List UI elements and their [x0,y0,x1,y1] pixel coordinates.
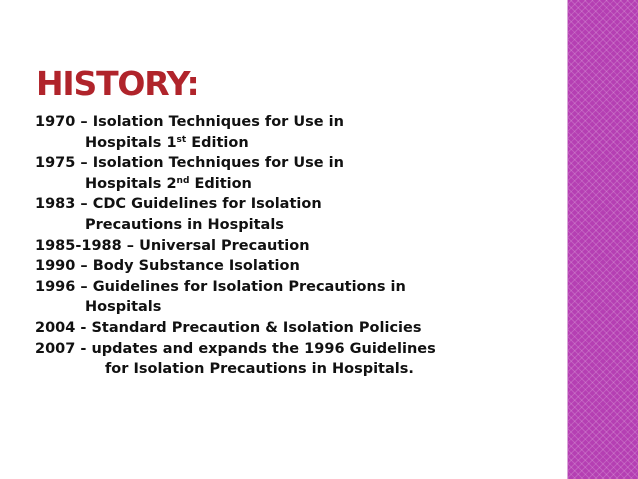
entry-text: 2004 - Standard Precaution & Isolation Policies [35,319,422,336]
history-list [35,112,555,380]
entry-continuation-text: Hospitals 1 [85,134,177,151]
entry-continuation: Precautions in Hospitals [85,216,284,233]
entry-text: 1990 – Body Substance Isolation [35,258,300,275]
entry-continuation-text: Hospitals 2 [85,175,177,192]
entry-text: 1983 – CDC Guidelines for Isolation [35,196,322,213]
entry-continuation [35,133,555,154]
history-entry-1996 [35,277,555,318]
decorative-sidebar [567,0,638,479]
history-entry-1970 [35,112,555,153]
slide-title: HISTORY: [36,64,199,103]
entry-text: 1975 – Isolation Techniques for Use in [35,155,344,172]
ordinal-suffix: nd [176,175,190,186]
entry-continuation-text: Edition [189,175,252,192]
history-entry-1990 [35,256,555,277]
history-entry-1985-1988 [35,236,555,257]
entry-continuation-text: Edition [186,134,249,151]
history-entry-1975 [35,153,555,194]
history-entry-1983 [35,194,555,235]
entry-continuation [35,174,555,195]
entry-text: 1970 – Isolation Techniques for Use in [35,114,344,130]
ordinal-suffix: st [176,134,187,145]
entry-text: 1985-1988 – Universal Precaution [35,237,310,254]
history-entry-2004 [35,318,555,339]
entry-continuation: for Isolation Precautions in Hospitals. [105,361,414,378]
entry-text: 2007 - updates and expands the 1996 Guidelines [35,340,436,357]
entry-text: 1996 – Guidelines for Isolation Precautions in [35,278,406,295]
entry-continuation: Hospitals [85,299,162,316]
history-entry-2007 [35,339,555,380]
